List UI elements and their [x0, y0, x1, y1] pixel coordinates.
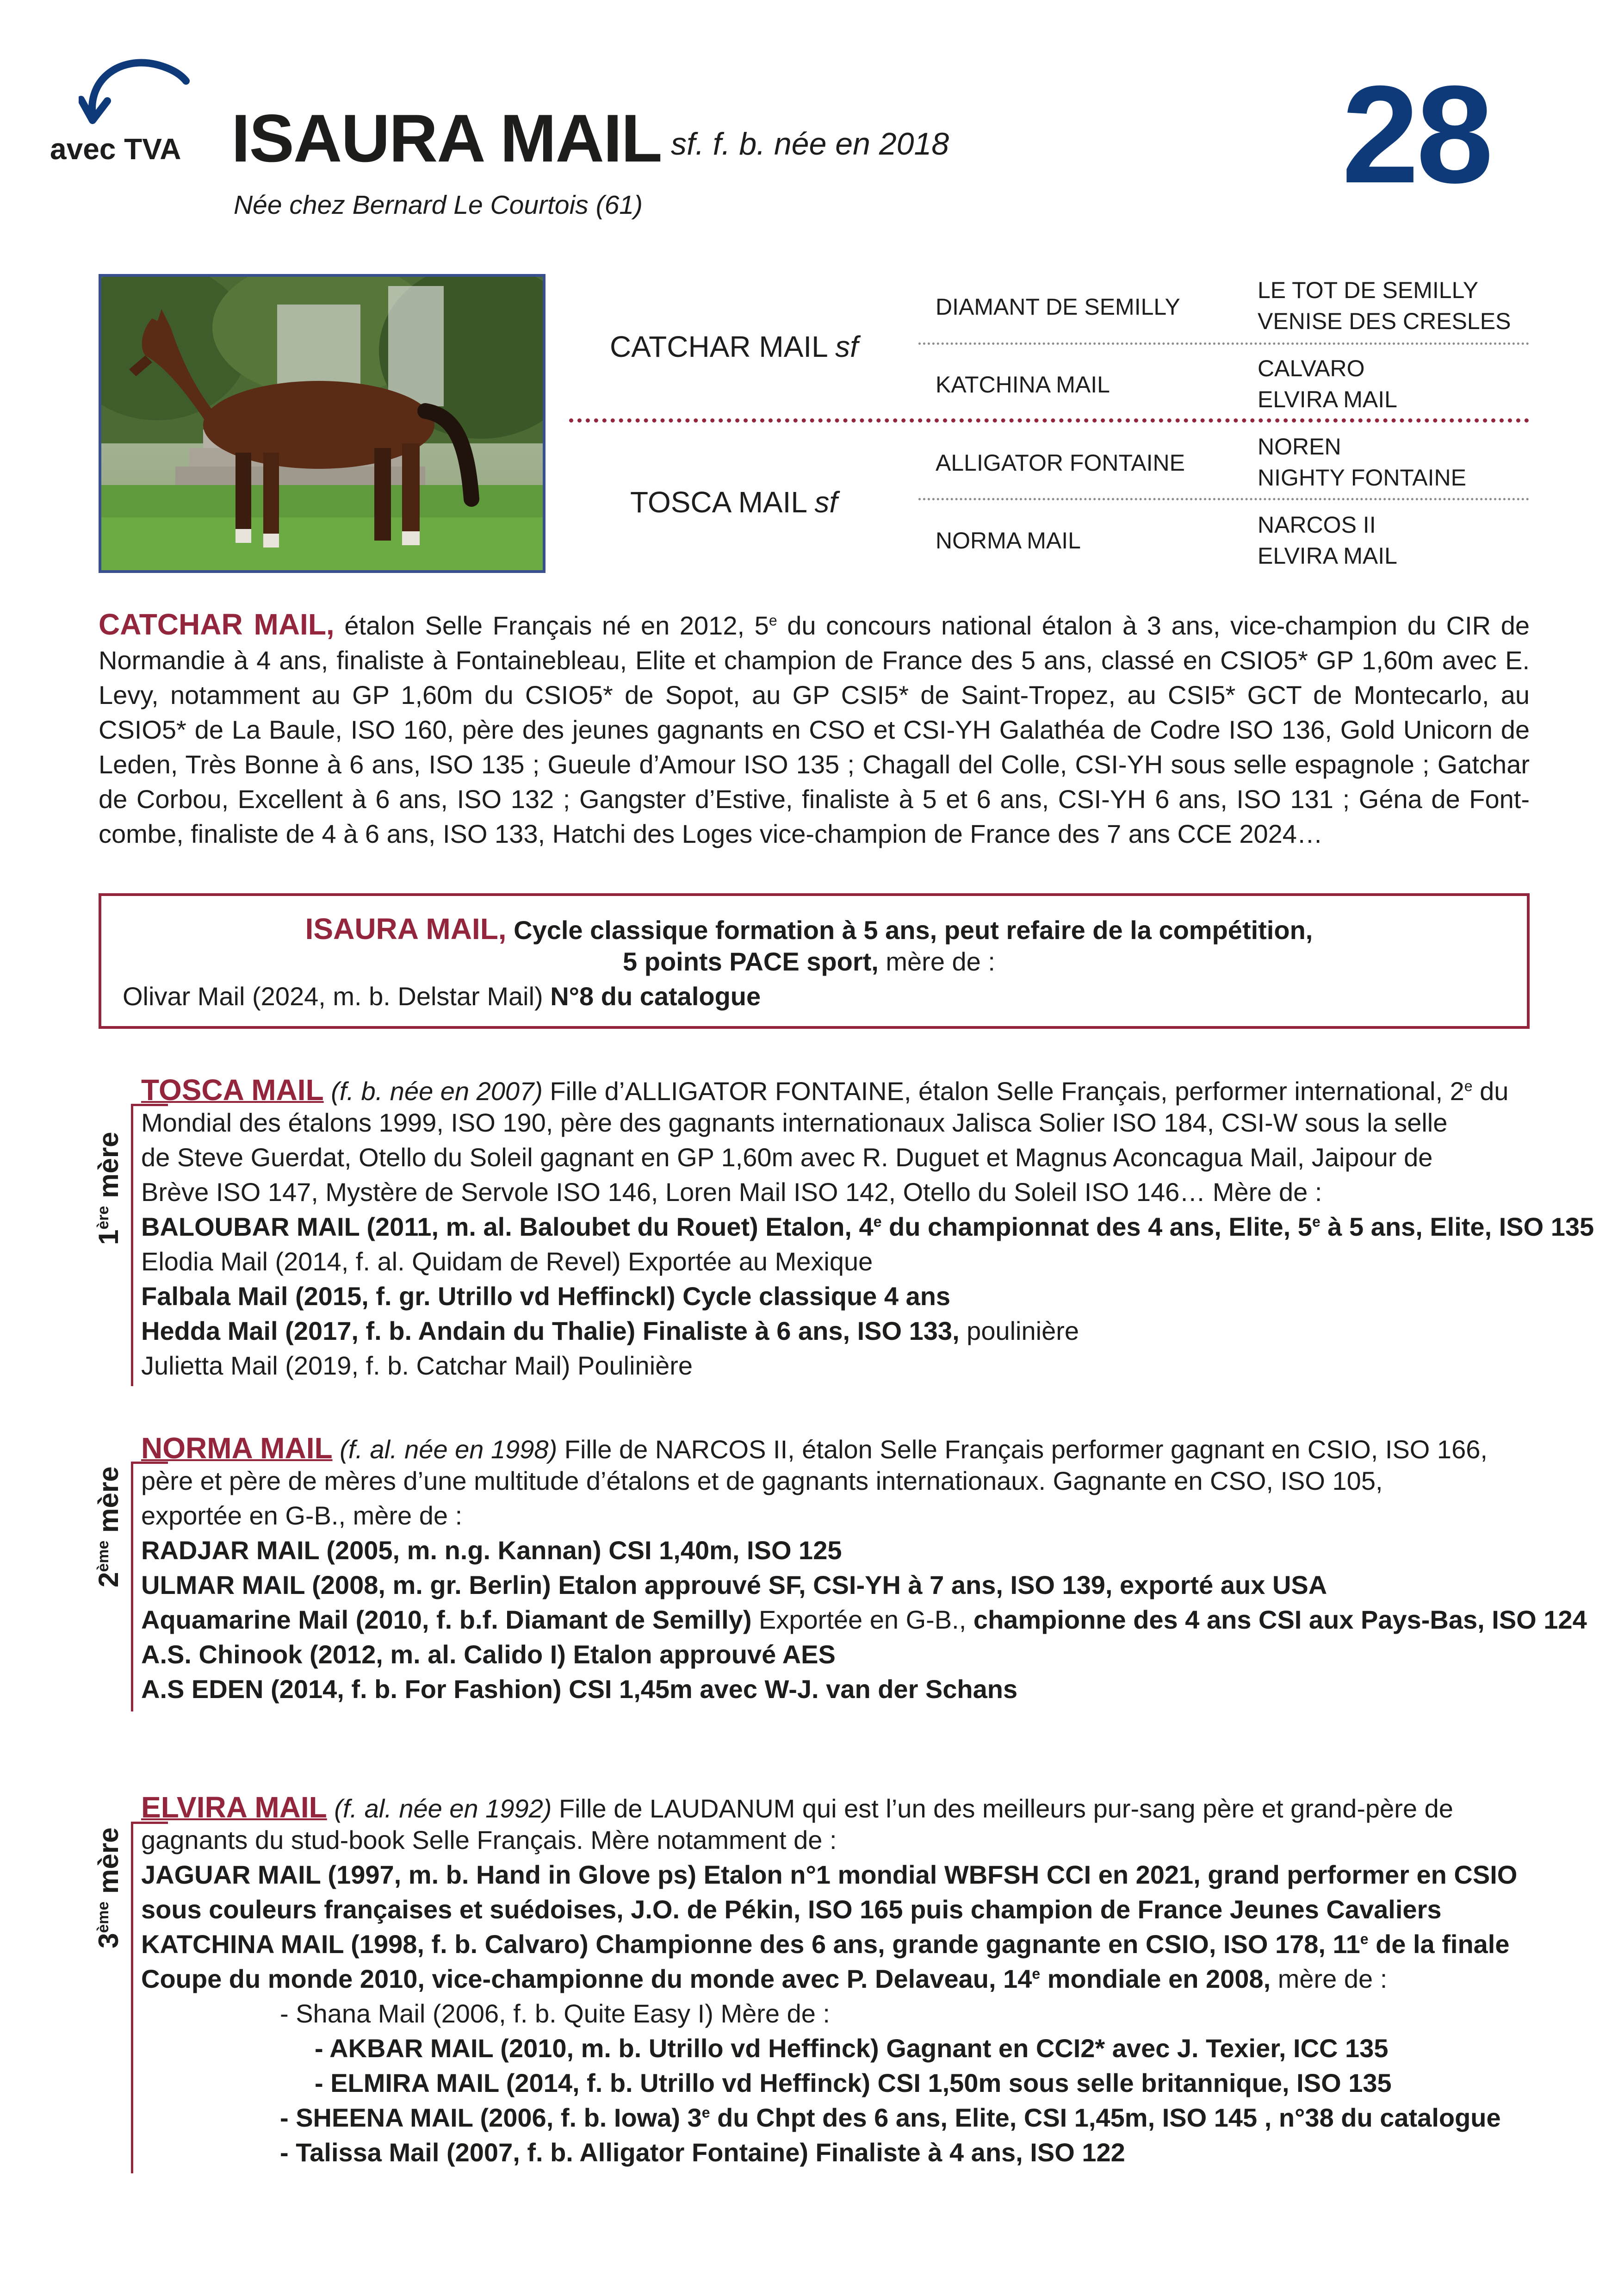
pedigree-gen3-6: NIGHTY FONTAINE	[1258, 465, 1466, 491]
summary-line1: Cycle classique formation à 5 ans, peut refaire de la compétition,	[506, 915, 1313, 945]
arrow-icon	[79, 46, 194, 125]
pedigree-gen2-1: DIAMANT DE SEMILLY	[936, 294, 1180, 320]
lot-number: 28	[1342, 56, 1491, 212]
dam2-produce-3	[141, 1605, 1587, 1635]
dam1-line-3: de Steve Guerdat, Otello du Soleil gagnant en GP 1,60m avec R. Duguet et Magnus Aconcagua Mail, Jaipour de	[141, 1143, 1433, 1172]
dam2-l1: Fille de NARCOS II, étalon Selle Français performer gagnant en CSIO, ISO 166,	[557, 1435, 1488, 1464]
dam3-label-sup: ème	[94, 1901, 112, 1933]
dam1-produce-1	[141, 1212, 1594, 1242]
pedigree-gen3-2: VENISE DES CRESLES	[1258, 308, 1511, 334]
dam1-p1a: BALOUBAR MAIL (2011, m. al. Baloubet du Rouet) Etalon, 4	[141, 1212, 874, 1241]
dam2-produce-2: ULMAR MAIL (2008, m. gr. Berlin) Etalon approuvé SF, CSI-YH à 7 ans, ISO 139, exporté aux USA	[141, 1570, 1327, 1599]
dam3-p2e: mère de :	[1271, 1964, 1388, 1993]
dam3-label-num: 3	[93, 1933, 124, 1948]
dam1-produce-2: Elodia Mail (2014, f. al. Quidam de Revel) Exportée au Mexique	[141, 1247, 873, 1276]
dam1-bar	[131, 1104, 133, 1386]
dam3-produce-1: JAGUAR MAIL (1997, m. b. Hand in Glove ps) Etalon n°1 mondial WBFSH CCI en 2021, grand performer en CSIO	[141, 1860, 1518, 1889]
pedigree-divider-upper	[918, 342, 1529, 345]
dam3-line-2: gagnants du stud-book Selle Français. Mère notamment de :	[141, 1825, 837, 1854]
dam1-produce-3: Falbala Mail (2015, f. gr. Utrillo vd Heffinckl) Cycle classique 4 ans	[141, 1282, 951, 1311]
dam1-p4-bold: Hedda Mail (2017, f. b. Andain du Thalie) Finaliste à 6 ans, ISO 133,	[141, 1316, 960, 1345]
dam2-line-3: exportée en G-B., mère de :	[141, 1501, 463, 1530]
sire-description-name: CATCHAR MAIL,	[99, 608, 335, 641]
dam1-label	[93, 1132, 124, 1245]
dam3-sub-3: - Talissa Mail (2007, f. b. Alligator Fontaine) Finaliste à 4 ans, ISO 122	[280, 2138, 1125, 2167]
dam3-p2d: mondiale en 2008,	[1040, 1964, 1271, 1993]
dam1-label-sup: ère	[94, 1206, 112, 1230]
sire-description-text-a: étalon Selle Français né en 2012, 5	[334, 611, 769, 640]
dam3-sub-2	[280, 2103, 1501, 2133]
dam1-label-word: mère	[93, 1132, 124, 1198]
sire-description	[99, 607, 1530, 851]
dam1-name: TOSCA MAIL	[141, 1073, 324, 1107]
pedigree-gen3-7: NARCOS II	[1258, 512, 1376, 538]
horse-name-title: ISAURA MAIL	[231, 100, 662, 176]
pedigree-gen2-3: ALLIGATOR FONTAINE	[936, 450, 1185, 476]
dam2-produce-4: A.S. Chinook (2012, m. al. Calido I) Etalon approuvé AES	[141, 1640, 836, 1669]
dam1-produce-4	[141, 1316, 1079, 1346]
dam3-sub-1b: - ELMIRA MAIL (2014, f. b. Utrillo vd Heffinck) CSI 1,50m sous selle britannique, ISO 135	[315, 2068, 1392, 2097]
dam1-p4-rest: poulinière	[959, 1316, 1079, 1345]
dam2-p3c: championne des 4 ans CSI aux Pays-Bas, ISO 124	[966, 1605, 1587, 1634]
summary-line-1	[0, 912, 1618, 946]
dam1-line-4: Brève ISO 147, Mystère de Servole ISO 146, Loren Mail ISO 142, Otello du Soleil ISO 146… Mère de :	[141, 1177, 1322, 1207]
summary-line2-rest: mère de :	[878, 947, 995, 976]
dam3-produce-1b: sous couleurs françaises et suédoises, J.O. de Pékin, ISO 165 puis champion de France Jeunes Cavaliers	[141, 1895, 1442, 1924]
dam1-l1: Fille d’ALLIGATOR FONTAINE, étalon Selle Français, performer international, 2	[542, 1076, 1464, 1106]
summary-line2-bold: 5 points PACE sport,	[623, 947, 879, 976]
pedigree-gen3-1: LE TOT DE SEMILLY	[1258, 277, 1479, 303]
dam3-l1: Fille de LAUDANUM qui est l’un des meilleurs pur-sang père et grand-père de	[552, 1794, 1453, 1823]
dam2-label-num: 2	[93, 1572, 124, 1587]
summary-line3-normal: Olivar Mail (2024, m. b. Delstar Mail)	[123, 982, 551, 1011]
pedigree-divider-lower	[918, 498, 1529, 500]
dam3-details: (f. al. née en 1992)	[327, 1794, 552, 1823]
horse-details: sf. f. b. née en 2018	[671, 126, 949, 162]
summary-line3-bold: N°8 du catalogue	[550, 982, 761, 1011]
pedigree-dam	[630, 485, 837, 519]
dam1-p1-sup1: e	[873, 1213, 882, 1230]
dam2-line-2: père et père de mères d’une multitude d’étalons et de gagnants internationaux. Gagnante en CSO, ISO 105,	[141, 1466, 1383, 1495]
horse-photo	[99, 274, 546, 573]
dam2-name: NORMA MAIL	[141, 1431, 333, 1465]
dam1-l1-end: du	[1472, 1076, 1509, 1106]
dam3-produce-2	[141, 1929, 1510, 1959]
dam2-label-sup: ème	[94, 1540, 112, 1572]
dam1-l1-sup: e	[1464, 1077, 1473, 1095]
dam1-p1-sup2: e	[1312, 1213, 1320, 1230]
dam3-label-word: mère	[93, 1827, 124, 1894]
pedigree-sire-suffix: sf	[835, 330, 858, 363]
dam3-label	[93, 1827, 124, 1948]
dam3-sub-1a: - AKBAR MAIL (2010, m. b. Utrillo vd Heffinck) Gagnant en CCI2* avec J. Texier, ICC 135	[315, 2034, 1389, 2063]
dam3-sub-1: - Shana Mail (2006, f. b. Quite Easy I) Mère de :	[280, 1999, 830, 2028]
dam3-line-1	[141, 1790, 1453, 1824]
sire-description-text-b: du concours national étalon à 3 ans, vice-champion du CIR de Normandie à 4 ans, finaliste à Fontainebleau, Elite et champion de France des 5 ans, classé en CSIO5* GP 1,60m avec E. Levy, notamment au GP 1,60m du CSIO5* de Sopot, au GP CSI5* de Saint-Tropez, au CSI5* GCT de Montecarlo, au CSIO5* de La Baule, ISO 160, père des jeunes gagnants en CSO et CSI-YH Galathéa de Codre ISO 136, Gold Unicorn de Leden, Très Bonne à 6 ans, ISO 135 ; Gueule d’Amour ISO 135 ; Chagall del Colle, CSI-YH sous selle espagnole ; Gatchar de Corbou, Excellent à 6 ans, ISO 132 ; Gangster d’Estive, finaliste à 5 et 6 ans, CSI-YH 6 ans, ISO 131 ; Géna de Font-combe, finaliste de 4 à 6 ans, ISO 133, Hatchi des Loges vice-champion de France des 7 ans CCE 2024…	[99, 611, 1530, 848]
pedigree-sire	[610, 330, 858, 364]
summary-line-2	[0, 946, 1618, 977]
dam3-p2b: de la finale	[1368, 1929, 1510, 1959]
dam2-produce-5: A.S EDEN (2014, f. b. For Fashion) CSI 1,45m avec W-J. van der Schans	[141, 1674, 1018, 1704]
dam2-details: (f. al. née en 1998)	[332, 1435, 558, 1464]
pedigree-dam-suffix: sf	[814, 485, 838, 519]
pedigree-gen2-2: KATCHINA MAIL	[936, 372, 1110, 398]
sire-description-sup: e	[769, 612, 777, 629]
dam3-p2a: KATCHINA MAIL (1998, f. b. Calvaro) Championne des 6 ans, grande gagnante en CSIO, ISO 178, 11	[141, 1929, 1360, 1959]
dam1-details: (f. b. née en 2007)	[323, 1076, 543, 1106]
dam3-p2c-sup: e	[1032, 1965, 1041, 1982]
dam1-line-2: Mondial des étalons 1999, ISO 190, père des gagnants internationaux Jalisca Solier ISO 184, CSI-W sous la selle	[141, 1108, 1448, 1137]
dam3-bar	[131, 1822, 133, 2173]
pedigree-gen3-8: ELVIRA MAIL	[1258, 543, 1397, 569]
dam2-p3b: Exportée en G-B.,	[751, 1605, 967, 1634]
dam2-produce-1: RADJAR MAIL (2005, m. n.g. Kannan) CSI 1,40m, ISO 125	[141, 1536, 842, 1565]
dam2-p3a: Aquamarine Mail (2010, f. b.f. Diamant de Semilly)	[141, 1605, 752, 1634]
dam3-produce-2c	[141, 1964, 1387, 1994]
pedigree-sire-name: CATCHAR MAIL	[610, 330, 827, 363]
tva-label: avec TVA	[50, 132, 181, 166]
pedigree-gen3-5: NOREN	[1258, 434, 1341, 460]
dam1-p1b: du championnat des 4 ans, Elite, 5	[881, 1212, 1312, 1241]
dam3-s2-sup: e	[701, 2104, 710, 2121]
breeder-line: Née chez Bernard Le Courtois (61)	[234, 190, 643, 220]
dam3-p2c: Coupe du monde 2010, vice-championne du monde avec P. Delaveau, 14	[141, 1964, 1032, 1993]
dam3-s2b: du Chpt des 6 ans, Elite, CSI 1,45m, ISO 145 , n°38 du catalogue	[710, 2103, 1501, 2132]
dam1-p1c: à 5 ans, Elite, ISO 135	[1320, 1212, 1594, 1241]
pedigree-gen3-3: CALVARO	[1258, 355, 1365, 381]
pedigree-dam-name: TOSCA MAIL	[630, 485, 806, 519]
dam1-produce-5: Julietta Mail (2019, f. b. Catchar Mail) Poulinière	[141, 1351, 693, 1380]
dam2-label-word: mère	[93, 1466, 124, 1533]
horse-photo-illustration	[101, 277, 543, 570]
dam2-label	[93, 1466, 124, 1587]
pedigree-gen3-4: ELVIRA MAIL	[1258, 386, 1397, 412]
summary-name: ISAURA MAIL,	[305, 912, 507, 946]
dam3-s2a: - SHEENA MAIL (2006, f. b. Iowa) 3	[280, 2103, 702, 2132]
dam1-line-1	[141, 1073, 1508, 1107]
pedigree-divider-main	[569, 418, 1529, 423]
dam3-p2-sup: e	[1360, 1930, 1369, 1948]
pedigree-gen2-4: NORMA MAIL	[936, 528, 1081, 554]
dam1-label-num: 1	[93, 1229, 124, 1245]
dam2-bar	[131, 1462, 133, 1711]
summary-line-3	[123, 981, 761, 1011]
dam2-line-1	[141, 1431, 1488, 1465]
dam3-name: ELVIRA MAIL	[141, 1791, 327, 1824]
